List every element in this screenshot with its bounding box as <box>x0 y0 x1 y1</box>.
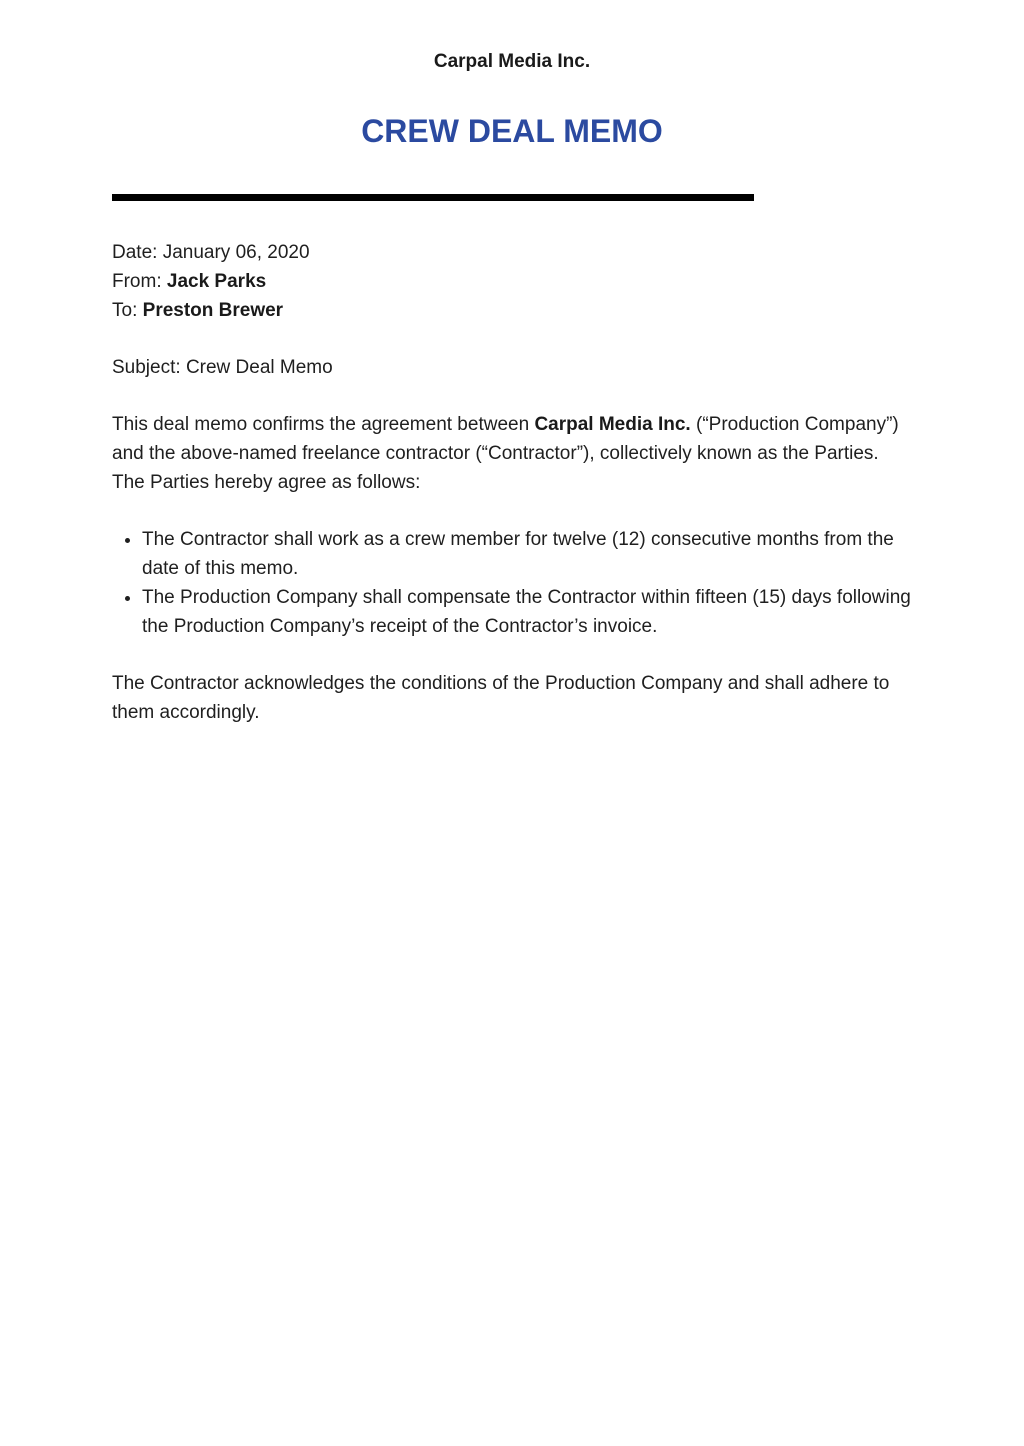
list-item: • The Contractor shall work as a crew member for twelve (12) consecutive months from the date of this memo. <box>142 525 912 583</box>
to-value: Preston Brewer <box>142 300 284 321</box>
memo-title: CREW DEAL MEMO <box>361 113 663 149</box>
list-item: • The Production Company shall compensate the Contractor within fifteen (15) days following the Production Company’s receipt of the Contractor’s invoice. <box>142 583 912 641</box>
date-line <box>112 238 912 267</box>
closing-paragraph: The Contractor acknowledges the conditions of the Production Company and shall adhere to them accordingly. <box>112 673 890 723</box>
subject-value: Crew Deal Memo <box>185 357 333 378</box>
terms-list <box>112 525 912 641</box>
title-divider <box>112 194 754 201</box>
company-name-header: Carpal Media Inc. <box>433 51 591 72</box>
subject-label: Subject: <box>112 357 181 378</box>
from-value: Jack Parks <box>166 271 267 292</box>
from-label: From: <box>112 271 162 292</box>
to-line <box>112 296 912 325</box>
date-value: January 06, 2020 <box>162 242 310 263</box>
from-line <box>112 267 912 296</box>
intro-text-after: (“Production Company”) and the above-named freelance contractor (“Contractor”), collectively known as the Parties. The Parties hereby agree as follows: <box>112 414 899 493</box>
subject-line <box>112 353 912 382</box>
to-label: To: <box>112 300 138 321</box>
intro-text-before: This deal memo confirms the agreement between <box>112 414 530 435</box>
intro-company-name: Carpal Media Inc. <box>534 414 691 435</box>
date-label: Date: <box>112 242 158 263</box>
memo-meta <box>112 238 912 325</box>
intro-paragraph <box>112 410 912 497</box>
